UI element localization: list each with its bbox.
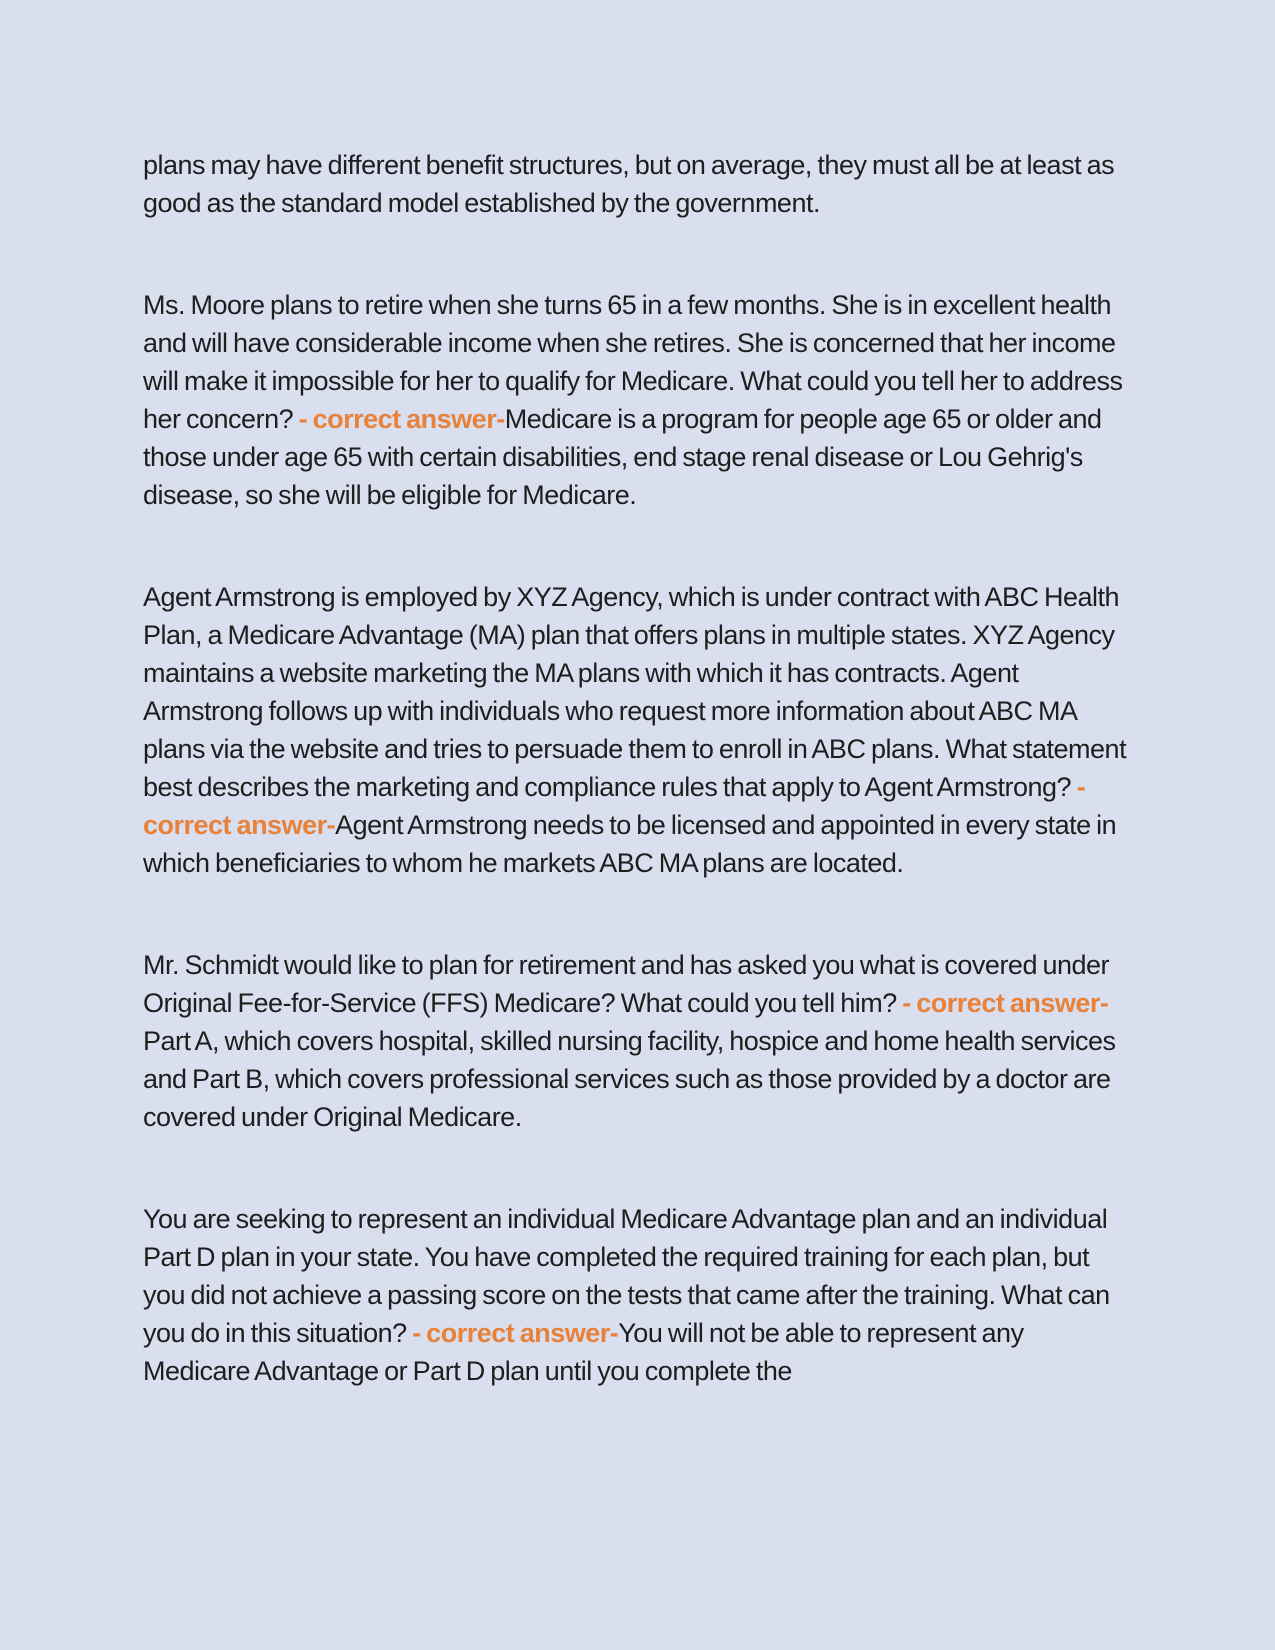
body-text-run: Agent Armstrong needs to be licensed and appointed in every state in which beneficiaries to whom he markets ABC MA plans are located. — [143, 810, 1117, 878]
answer-marker: - correct answer- — [143, 772, 1086, 840]
body-text-run: plans may have different benefit structures, but on average, they must all be at least as good as the standard model established by the government. — [143, 150, 1115, 218]
paragraph — [143, 578, 1128, 882]
answer-marker: - correct answer- — [412, 1318, 619, 1348]
paragraph — [143, 146, 1128, 222]
paragraph — [143, 946, 1128, 1136]
body-text-run: You are seeking to represent an individual Medicare Advantage plan and an individual Part D plan in your state. You have completed the required training for each plan, but you did not achieve a passing score on the tests that came after the training. What can you do in this situation? — [143, 1204, 1110, 1348]
body-text-run: You will not be able to represent any Medicare Advantage or Part D plan until you complete the — [143, 1318, 1024, 1386]
paragraph — [143, 1200, 1128, 1390]
answer-marker: - correct answer- — [902, 988, 1109, 1018]
text-column — [143, 146, 1128, 1390]
body-text-run: Part A, which covers hospital, skilled nursing facility, hospice and home health services and Part B, which covers professional services such as those provided by a doctor are covered under Original Medicare. — [143, 1026, 1116, 1132]
body-text-run: Agent Armstrong is employed by XYZ Agency, which is under contract with ABC Health Plan, a Medicare Advantage (MA) plan that offers plans in multiple states. XYZ Agency maintains a website marketing the MA plans with which it has contracts. Agent Armstrong follows up with individuals who request more information about ABC MA plans via the website and tries to persuade them to enroll in ABC plans. What statement best describes the marketing and compliance rules that apply to Agent Armstrong? — [143, 582, 1127, 802]
paragraph — [143, 286, 1128, 514]
body-text-run: Medicare is a program for people age 65 or older and those under age 65 with certain disabilities, end stage renal disease or Lou Gehrig's disease, so she will be eligible for Medicare. — [143, 404, 1102, 510]
body-text-run: Ms. Moore plans to retire when she turns 65 in a few months. She is in excellent health and will have considerable income when she retires. She is concerned that her income will make it impossible for her to qualify for Medicare. What could you tell her to address her concern? — [143, 290, 1123, 434]
body-text-run: Mr. Schmidt would like to plan for retirement and has asked you what is covered under Original Fee-for-Service (FFS) Medicare? What could you tell him? — [143, 950, 1110, 1018]
answer-marker: - correct answer- — [298, 404, 505, 434]
